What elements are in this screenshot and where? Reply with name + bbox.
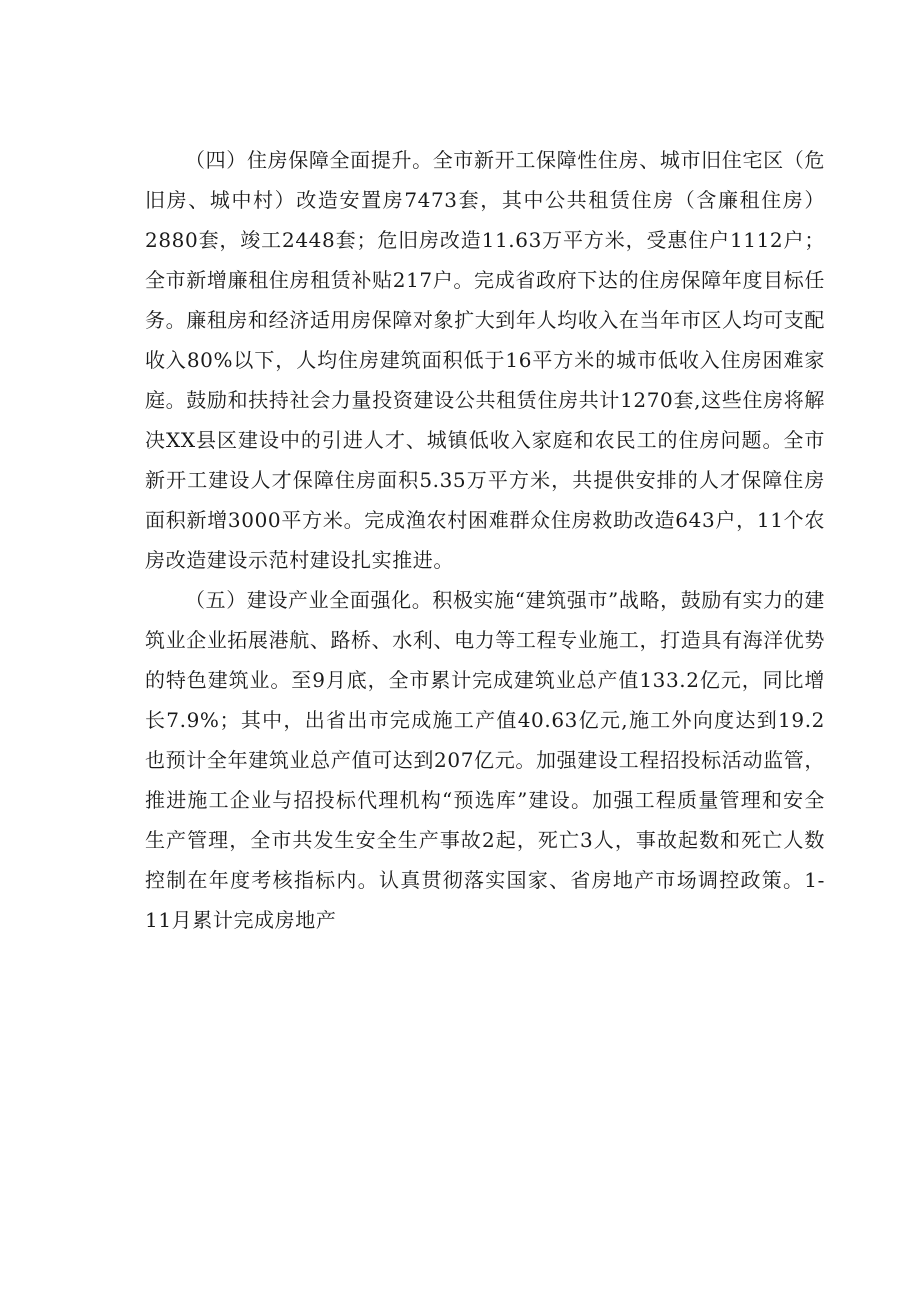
paragraph-housing-security: （四）住房保障全面提升。全市新开工保障性住房、城市旧住宅区（危旧房、城中村）改造安置房7473套，其中公共租赁住房（含廉租住房）2880套，竣工2448套；危旧房改造11.63万平方米，受惠住户1112户；全市新增廉租住房租赁补贴217户。完成省政府下达的住房保障年度目标任务。廉租房和经济适用房保障对象扩大到年人均收入在当年市区人均可支配收入80%以下，人均住房建筑面积低于16平方米的城市低收入住房困难家庭。鼓励和扶持社会力量投资建设公共租赁住房共计1270套,这些住房将解决XX县区建设中的引进人才、城镇低收入家庭和农民工的住房问题。全市新开工建设人才保障住房面积5.35万平方米，共提供安排的人才保障住房面积新增3000平方米。完成渔农村困难群众住房救助改造643户，11个农房改造建设示范村建设扎实推进。 xyxy=(145,148,825,572)
paragraph-construction-industry: （五）建设产业全面强化。积极实施“建筑强市”战略，鼓励有实力的建筑业企业拓展港航、路桥、水利、电力等工程专业施工，打造具有海洋优势的特色建筑业。至9月底，全市累计完成建筑业总产值133.2亿元，同比增长7.9%；其中，出省出市完成施工产值40.63亿元,施工外向度达到19.2也预计全年建筑业总产值可达到207亿元。加强建设工程招投标活动监管，推进施工企业与招投标代理机构“预选库”建设。加强工程质量管理和安全生产管理，全市共发生安全生产事故2起，死亡3人，事故起数和死亡人数控制在年度考核指标内。认真贯彻落实国家、省房地产市场调控政策。1-11月累计完成房地产 xyxy=(145,588,825,932)
document-body xyxy=(145,140,825,940)
